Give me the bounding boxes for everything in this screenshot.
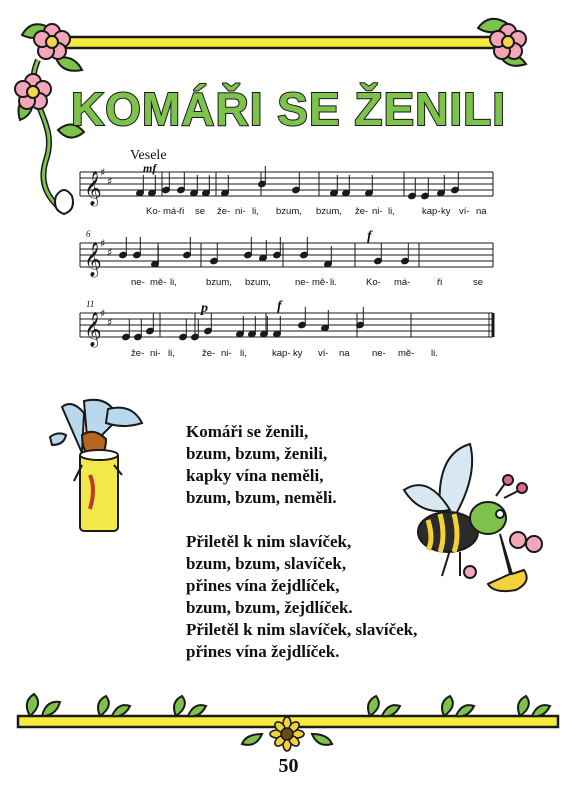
syllable: že- [217,206,231,217]
syllable: bzum, [245,277,271,288]
lyric-line: bzum, bzum, slavíček, [186,554,347,573]
syllable: mě- [150,277,167,288]
syllable: se [195,206,206,217]
syllable: bzum, [206,277,232,288]
syllable: li, [170,277,177,288]
syllable: li. [431,348,438,359]
lyric-line: kapky vína neměli, [186,466,324,485]
syllable: že- [131,348,145,359]
syllable: li, [168,348,175,359]
syllable: ni- [150,348,161,359]
syllable: li, [388,206,395,217]
tempo-marking: Vesele [130,148,167,163]
measure-number-6: 6 [86,229,91,239]
lyric-line: bzum, bzum, ženili, [186,444,328,463]
lyric-line: bzum, bzum, neměli. [186,488,337,507]
syllable: mě- [312,277,329,288]
syllable: kap- [272,348,291,359]
dynamic-mf: mf [143,161,157,175]
treble-clef-icon: 𝄞 [84,171,102,206]
syllable: li, [240,348,247,359]
syllable: Ko- [366,277,381,288]
syllable: ni- [235,206,246,217]
sharp-icon: ♯ [100,166,106,179]
page-title: KOMÁŘI SE ŽENILI [70,83,507,135]
dynamic-f: f [367,229,372,244]
syllable: má- [163,206,180,217]
syllable: ky [293,348,303,359]
syllable: ni- [221,348,232,359]
syllable: ne- [131,277,145,288]
dynamic-f-2: f [277,299,282,314]
sharp-icon: ♯ [100,307,106,320]
syllable: ni- [372,206,383,217]
song-lyrics [186,421,417,663]
syllable: ví- [459,206,470,217]
syllable: má- [394,277,411,288]
syllable: kap- [422,206,441,217]
lyric-line: bzum, bzum, žejdlíček. [186,598,353,617]
syllable: ne- [295,277,309,288]
syllable: li. [330,277,337,288]
syllable: že- [202,348,216,359]
syllable: ne- [372,348,386,359]
syllable: Ko- [146,206,161,217]
syllable: ři [437,277,443,288]
sharp-icon: ♯ [107,175,113,188]
syllable: že- [355,206,369,217]
lyric-line: přines vína žejdlíček. [186,642,340,661]
treble-clef-icon: 𝄞 [84,312,102,347]
lyric-line: Přiletěl k nim slavíček, slavíček, [186,620,418,639]
syllable: ví- [318,348,329,359]
dynamic-p: p [201,301,208,316]
syllable: ky [441,206,451,217]
sharp-icon: ♯ [107,316,113,329]
bottom-border-decoration [0,690,577,760]
syllable: bzum, [316,206,342,217]
lyric-line: přines vína žejdlíček, [186,576,340,595]
syllable: ři [179,206,185,217]
lyric-line: Přiletěl k nim slavíček, [186,532,352,551]
syllable: na [476,206,487,217]
sharp-icon: ♯ [100,237,106,250]
bee-with-trumpet-illustration [400,440,550,600]
syllable: se [473,277,484,288]
lyric-line: Komáři se ženili, [186,422,309,441]
treble-clef-icon: 𝄞 [84,242,102,277]
syllable: na [339,348,350,359]
sheet-music [0,0,577,380]
measure-number-11: 11 [86,299,95,309]
mosquito-in-cup-illustration [42,395,152,535]
syllable: mě- [398,348,415,359]
syllable: li, [252,206,259,217]
sharp-icon: ♯ [107,246,113,259]
syllable: bzum, [276,206,302,217]
page-number: 50 [278,755,299,777]
